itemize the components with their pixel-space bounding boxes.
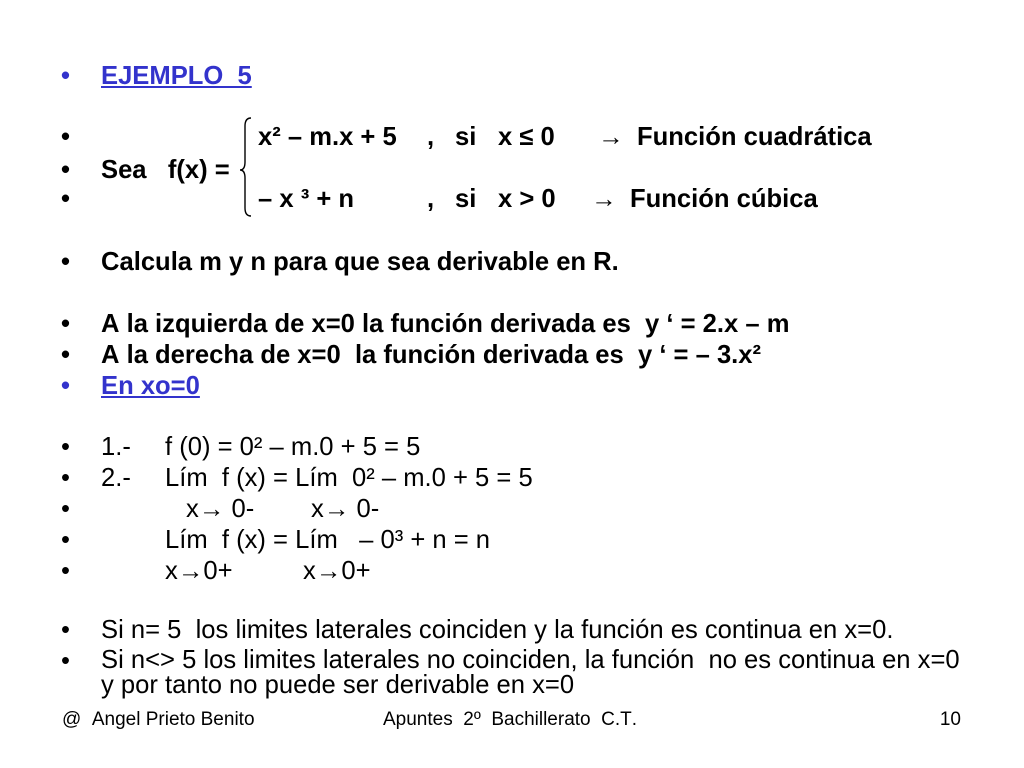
footer-course: Apuntes 2º Bachillerato C.T.	[383, 709, 638, 730]
piece1-expression: x² – m.x + 5	[258, 123, 397, 151]
piece2-result: Función cúbica	[630, 185, 818, 213]
function-label-row	[0, 155, 1024, 185]
piece1-si: si	[455, 123, 477, 151]
point-heading-row	[0, 371, 1024, 401]
bullet: •	[61, 433, 70, 461]
bullet: •	[61, 156, 70, 184]
title-row	[0, 61, 1024, 91]
step1-text: f (0) = 0² – m.0 + 5 = 5	[165, 433, 421, 461]
piece1-condition: x ≤ 0	[498, 123, 555, 151]
bullet: •	[61, 372, 70, 400]
footer	[0, 708, 1024, 732]
bullet: •	[61, 616, 70, 644]
bullet: •	[61, 123, 70, 151]
step2-limit-right: x→ 0-	[311, 495, 380, 523]
footer-author: @ Angel Prieto Benito	[62, 709, 255, 730]
left-derivative: A la izquierda de x=0 la función derivada es y ‘ = 2.x – m	[101, 310, 790, 338]
bullet: •	[61, 557, 70, 585]
task-row	[0, 247, 1024, 277]
bullet: •	[61, 341, 70, 369]
step-row	[0, 432, 1024, 462]
bullet: •	[61, 62, 70, 90]
conclusion-not-derivable: Si n<> 5 los limites laterales no coinciden, la función no es continua en x=0 y por tanto no puede ser derivable en x=0	[101, 646, 967, 699]
piece1-arrow-icon: →	[598, 123, 624, 151]
piece1-comma: ,	[427, 123, 435, 151]
bullet: •	[61, 526, 70, 554]
step3-limit-right: x→0+	[303, 557, 371, 585]
piece1-result: Función cuadrática	[637, 123, 872, 151]
step3-limit-left: x→0+	[165, 557, 233, 585]
conclusion-row	[0, 615, 1024, 645]
piece2-expression: – x ³ + n	[258, 185, 355, 213]
step2-limit-left: x→ 0-	[186, 495, 255, 523]
piece2-comma: ,	[427, 185, 435, 213]
bullet: •	[61, 464, 70, 492]
example-title: EJEMPLO 5	[101, 62, 252, 90]
step2-number: 2.-	[101, 464, 131, 492]
piece-row	[0, 122, 1024, 152]
step-row	[0, 463, 1024, 493]
step-row	[0, 525, 1024, 555]
footer-page-number: 10	[939, 709, 961, 730]
step2-text: Lím f (x) = Lím 0² – m.0 + 5 = 5	[165, 464, 533, 492]
derivative-row	[0, 309, 1024, 339]
step1-number: 1.-	[101, 433, 131, 461]
task-statement: Calcula m y n para que sea derivable en R.	[101, 248, 619, 276]
piece2-condition: x > 0	[498, 185, 556, 213]
piece2-si: si	[455, 185, 477, 213]
conclusion-continuous: Si n= 5 los limites laterales coinciden y la función es continua en x=0.	[101, 616, 894, 644]
derivative-row	[0, 340, 1024, 370]
step3-text: Lím f (x) = Lím – 0³ + n = n	[165, 526, 491, 554]
step-row	[0, 494, 1024, 524]
bullet: •	[61, 185, 70, 213]
bullet: •	[61, 495, 70, 523]
piece2-arrow-icon: →	[591, 185, 617, 213]
bullet: •	[61, 647, 70, 675]
function-definition-label: Sea f(x) =	[101, 156, 230, 184]
bullet: •	[61, 310, 70, 338]
bullet: •	[61, 248, 70, 276]
point-heading: En xo=0	[101, 372, 200, 400]
right-derivative: A la derecha de x=0 la función derivada es y ‘ = – 3.x²	[101, 341, 762, 369]
step-row	[0, 556, 1024, 586]
piece-row	[0, 184, 1024, 214]
